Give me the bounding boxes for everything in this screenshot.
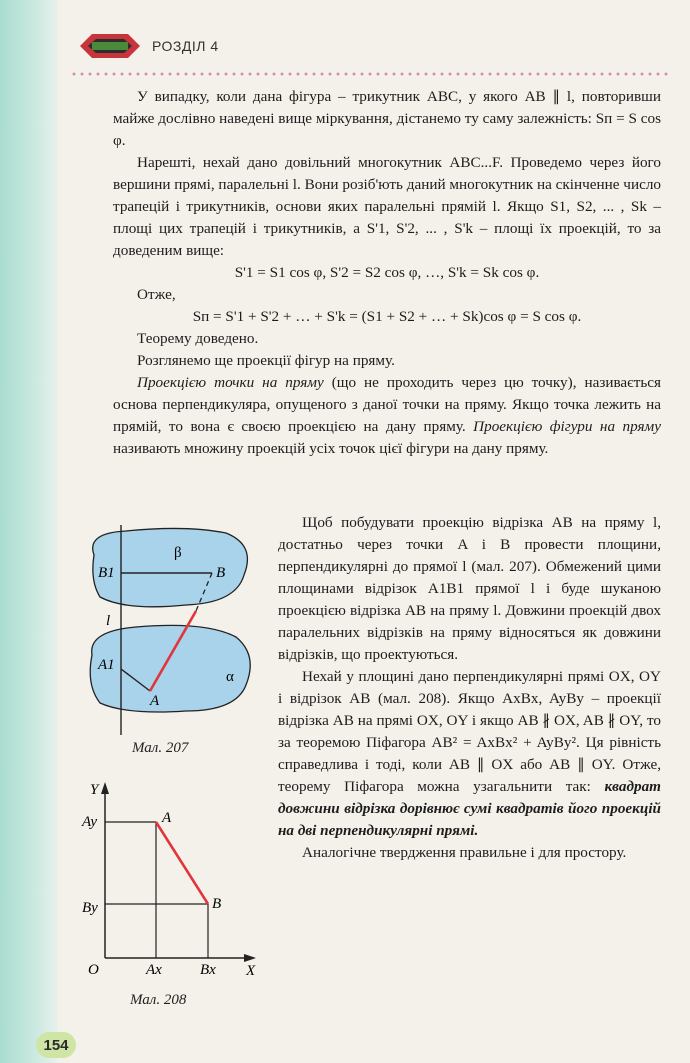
label-a1: A1 xyxy=(98,657,115,673)
label-by: By xyxy=(82,900,98,916)
page-number: 154 xyxy=(36,1032,76,1058)
chapter-title: РОЗДІЛ 4 xyxy=(152,38,219,54)
label-y: Y xyxy=(90,782,99,798)
axis-y-arrow xyxy=(101,782,109,794)
caption-207: Мал. 207 xyxy=(132,740,189,756)
paragraph-6-text-a: (що не проходить через цю точку), називається основа перпендикуляра, опущеного з даної точки на пряму. Якщо точка лежить на прямій, то вона є своєю проекцією на дану пряму. xyxy=(113,374,661,435)
label-o: O xyxy=(88,962,99,978)
formula-2: Sп = S'1 + S'2 + … + S'k = (S1 + S2 + … + Sk)cos φ = S cos φ. xyxy=(192,308,582,325)
label-l: l xyxy=(106,613,111,629)
figure-207 xyxy=(86,525,256,735)
paragraph-3: Отже, xyxy=(137,286,176,303)
pythagoras-generalization: квадрат довжини відрізка дорівнює сумі квадратів його проекцій на дві перпендикулярні прямі. xyxy=(278,778,661,839)
page-header xyxy=(78,28,219,64)
term-figure-projection: Проекцією фігури на пряму xyxy=(473,418,661,435)
label-b-208: B xyxy=(212,896,222,912)
label-beta: β xyxy=(174,545,182,561)
paragraph-6 xyxy=(113,372,661,460)
main-text xyxy=(113,86,661,460)
paragraph-8 xyxy=(278,666,661,842)
formula-1: S'1 = S1 cos φ, S'2 = S2 cos φ, …, S'k = Sk cos φ. xyxy=(234,264,540,281)
label-b: B xyxy=(216,565,226,581)
paragraph-9: Аналогічне твердження правильне і для простору. xyxy=(302,844,627,861)
axis-x-arrow xyxy=(244,954,256,962)
paragraph-6-text-b: називають множину проекцій усіх точок цієї фігури на дану пряму. xyxy=(113,440,549,457)
figure-208 xyxy=(80,778,270,978)
paragraph-1: У випадку, коли дана фігура – трикутник ABC, у якого AB ∥ l, повторивши майже дослівно наведені вище міркування, дістанемо ту саму залежність: Sп = S cos φ. xyxy=(113,88,661,149)
paragraph-2: Нарешті, нехай дано довільний многокутник ABC...F. Проведемо через його вершини прямі, паралельні l. Вони розіб'ють даний многокутник на скінченне число трапецій і трикутників, основи яких паралельні прямій l. Якщо S1, S2, ... , Sk – площі цих трапецій і трикутників, а S'1, S'2, ... , S'k – площі їх проекцій, то за доведеним вище: xyxy=(113,154,661,259)
caption-208: Мал. 208 xyxy=(130,992,187,1008)
label-a: A xyxy=(150,693,160,709)
chapter-emblem-icon xyxy=(78,30,142,62)
label-a-208: A xyxy=(162,810,172,826)
paragraph-7: Щоб побудувати проекцію відрізка AB на пряму l, достатньо через точки A і B провести площини, перпендикулярні до прямої l (мал. 207). Обмежений цими площинами відрізок A1B1 прямої l і буде шуканою проекцією відрізка AB на пряму l. Довжини проекцій двох паралельних відрізків на пряму відносяться як довжини відрізків, що проектуються. xyxy=(278,514,661,663)
paragraph-8-text: Нехай у площині дано перпендикулярні прямі OX, OY і відрізок AB (мал. 208). Якщо AxBx, AyBy – проекції відрізка AB на прямі OX, OY і якщо AB ∦ OX, AB ∦ OY, то за теоремою Піфагора AB² = AxBx² + AyBy². Ця рівність справедлива і тоді, коли AB ∥ OX або AB ∥ OY. Отже, теорему Піфагора можна узагальнити так: xyxy=(278,668,661,795)
header-dotted-rule xyxy=(70,72,670,76)
term-point-projection: Проекцією точки на пряму xyxy=(137,374,324,391)
segment-ab-208 xyxy=(156,822,208,904)
paragraph-5: Розглянемо ще проекції фігур на пряму. xyxy=(137,352,395,369)
label-x: X xyxy=(246,963,256,978)
label-bx: Bx xyxy=(200,962,216,978)
paragraph-4: Теорему доведено. xyxy=(137,330,259,347)
label-b1: B1 xyxy=(98,565,115,581)
label-alpha: α xyxy=(226,669,234,685)
label-ax: Ax xyxy=(146,962,162,978)
label-ay: Ay xyxy=(82,814,97,830)
right-column-text xyxy=(278,512,661,864)
